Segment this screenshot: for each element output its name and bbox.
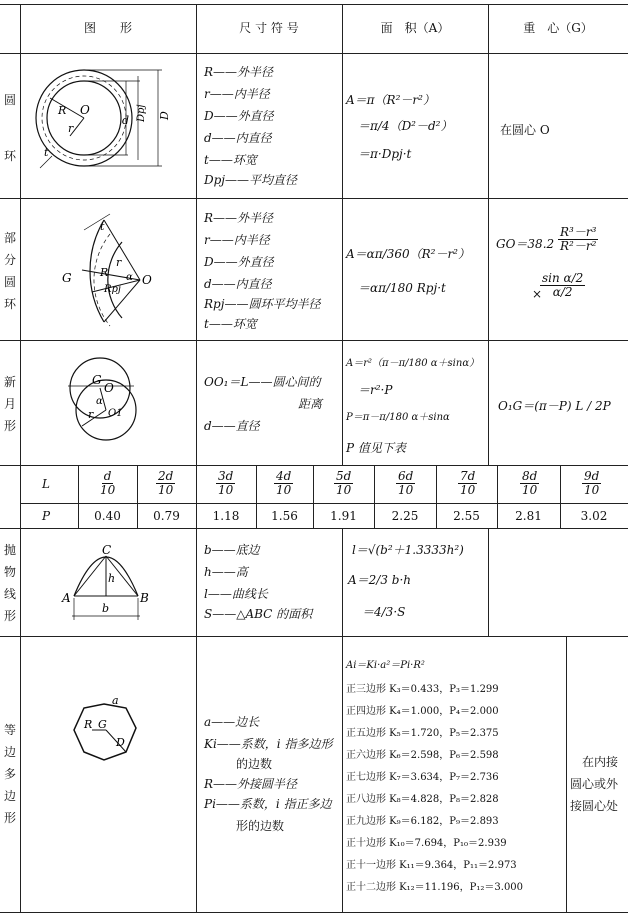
L-num: 2d xyxy=(158,469,174,483)
symbol-line: d——内直径 xyxy=(204,131,272,145)
label-alpha: α xyxy=(96,396,103,407)
area-line: A＝π（R²－r²） xyxy=(346,93,435,107)
area-line: Ai＝Ki·a²＝Pi·R² xyxy=(346,660,425,671)
label-D: D xyxy=(158,111,171,120)
symbol-line: Rpj——圆环平均半径 xyxy=(204,297,321,311)
label-C: C xyxy=(102,543,112,557)
row-name-char: 多 xyxy=(4,767,17,781)
area-line: 正十一边形 K₁₁＝9.364，P₁₁＝2.973 xyxy=(346,860,517,871)
col-sym-divider-a xyxy=(342,4,343,465)
L-num: 8d xyxy=(522,469,538,483)
area-line: ＝απ/180 Rpj·t xyxy=(358,281,446,295)
label-G: G xyxy=(98,718,107,731)
fraction-numerator: R³－r³ xyxy=(560,225,597,239)
row-name-char: 边 xyxy=(4,789,17,803)
label-A: A xyxy=(62,591,71,605)
L-value xyxy=(216,470,235,497)
label-r: r xyxy=(88,408,94,421)
L-value xyxy=(396,470,415,497)
symbol-line: R——外半径 xyxy=(204,65,274,79)
rule-bottom xyxy=(0,912,628,913)
rule-ring xyxy=(0,198,628,199)
P-value: 2.55 xyxy=(453,509,480,523)
centroid-text: 在圆心 O xyxy=(500,123,550,137)
centroid-prefix: GO＝38.2 xyxy=(496,237,555,251)
fraction-numerator: sin α/2 xyxy=(542,271,584,285)
L-den: 10 xyxy=(158,483,174,498)
centroid-line: 接圆心处 xyxy=(570,799,619,813)
centroid-fraction xyxy=(540,272,585,299)
area-line: 正十二边形 K₁₂＝11.196，P₁₂＝3.000 xyxy=(346,882,524,893)
L-den: 10 xyxy=(218,483,234,498)
col-fig-divider-a xyxy=(196,4,197,465)
header-symbols: 尺 寸 符 号 xyxy=(239,21,299,35)
label-t: t xyxy=(100,220,105,233)
label-d: d xyxy=(122,114,130,127)
symbol-line: S——△ABC 的面积 xyxy=(204,607,313,621)
label-r: r xyxy=(116,256,122,269)
L-value xyxy=(520,470,539,497)
L-num: 9d xyxy=(584,469,600,483)
row-name-char: 新 xyxy=(4,375,17,389)
P-value: 1.91 xyxy=(330,509,357,523)
header-centroid: 重 心（G） xyxy=(523,21,593,35)
L-den: 10 xyxy=(398,483,414,498)
centroid-line: 在内接 xyxy=(582,755,619,769)
label-O: O xyxy=(80,103,90,117)
row-name-char: 分 xyxy=(4,253,17,267)
label-G: G xyxy=(92,373,102,387)
area-line: 正六边形 K₆＝2.598，P₆＝2.598 xyxy=(346,750,499,761)
centroid-text: O₁G＝(π－P) L / 2P xyxy=(498,399,611,413)
polygon-figure xyxy=(22,690,194,780)
L-value xyxy=(156,470,175,497)
ptable-L-label: L xyxy=(42,477,50,491)
row-name-char: 圆 xyxy=(4,93,17,107)
symbol-line: a——边长 xyxy=(204,715,260,729)
symbol-line: b——底边 xyxy=(204,543,260,557)
label-D: D xyxy=(116,736,125,749)
area-line: ＝r²·P xyxy=(358,383,393,397)
header-area: 面 积（A） xyxy=(380,21,450,35)
col-name-divider xyxy=(20,4,21,912)
area-line: P 值见下表 xyxy=(346,441,406,455)
P-value: 2.25 xyxy=(391,509,419,523)
row-name-char: 环 xyxy=(4,297,17,311)
symbol-line: t——环宽 xyxy=(204,153,257,167)
label-r: r xyxy=(68,122,74,135)
L-den: 10 xyxy=(460,483,476,498)
row-name-char: 部 xyxy=(4,231,17,245)
L-num: 7d xyxy=(460,469,476,483)
col-area-divider-b xyxy=(488,528,489,636)
row-name-char: 边 xyxy=(4,745,17,759)
centroid-line: 圆心或外 xyxy=(570,777,619,791)
area-line: 正七边形 K₇＝3.634，P₇＝2.736 xyxy=(346,772,499,783)
rule-crescent xyxy=(0,465,628,466)
header-figure: 图 形 xyxy=(83,21,132,35)
L-num: 6d xyxy=(398,469,414,483)
symbol-line: Ki——系数，i 指多边形 xyxy=(204,737,333,751)
area-line: A＝2/3 b·h xyxy=(348,573,412,587)
P-value: 0.79 xyxy=(153,509,180,523)
symbol-line: t——环宽 xyxy=(204,317,257,331)
symbol-line: 距离 xyxy=(298,397,323,411)
area-line: 正八边形 K₈＝4.828，P₈＝2.828 xyxy=(346,794,499,805)
L-den: 10 xyxy=(584,483,600,498)
label-G: G xyxy=(62,271,72,285)
L-den: 10 xyxy=(100,483,116,498)
row-name-char: 形 xyxy=(4,419,17,433)
label-b: b xyxy=(102,602,110,615)
label-t: t xyxy=(44,146,49,159)
label-R: R xyxy=(100,266,109,279)
row-name-char: 圆 xyxy=(4,275,17,289)
symbol-line: Pi——系数，i 指正多边 xyxy=(204,797,332,811)
row-name-char: 环 xyxy=(4,149,17,163)
ptable-P-label: P xyxy=(42,509,51,523)
area-line: ＝4/3·S xyxy=(362,605,406,619)
rule-top xyxy=(0,4,628,5)
col-fig-divider-b xyxy=(196,528,197,912)
area-line: 正四边形 K₄＝1.000，P₄＝2.000 xyxy=(346,706,499,717)
centroid-times: × xyxy=(532,287,543,301)
symbol-line: Dpj——平均直径 xyxy=(204,173,298,187)
ring-figure xyxy=(22,56,194,196)
symbol-line: d——内直径 xyxy=(204,277,272,291)
row-name-char: 等 xyxy=(4,723,17,737)
area-line: ＝π/4（D²－d²） xyxy=(358,119,453,133)
sector-figure xyxy=(22,200,194,338)
L-value xyxy=(458,470,477,497)
row-name-char: 形 xyxy=(4,609,17,623)
rule-sector xyxy=(0,340,628,341)
area-line: A＝r²（π－π/180 α＋sinα） xyxy=(346,358,480,369)
fraction-denominator: R²－r² xyxy=(560,239,597,254)
col-sym-divider-b xyxy=(342,528,343,912)
rule-ptable xyxy=(0,528,628,529)
P-value: 3.02 xyxy=(580,509,608,523)
P-value: 0.40 xyxy=(94,509,121,523)
L-den: 10 xyxy=(336,483,352,498)
symbol-line: R——外半径 xyxy=(204,211,274,225)
label-O: O xyxy=(104,381,114,395)
P-value: 1.56 xyxy=(271,509,298,523)
rule-header xyxy=(0,53,628,54)
crescent-figure xyxy=(22,344,194,462)
label-a: a xyxy=(112,694,119,707)
parabola-figure xyxy=(22,532,194,634)
area-line: 正三边形 K₃＝0.433，P₃＝1.299 xyxy=(346,684,499,695)
symbol-line: R——外接圆半径 xyxy=(204,777,298,791)
area-line: 正十边形 K₁₀＝7.694，P₁₀＝2.939 xyxy=(346,838,507,849)
symbol-line: d——直径 xyxy=(204,419,260,433)
row-name-char: 物 xyxy=(4,565,17,579)
rule-ptable-mid xyxy=(20,503,628,504)
symbol-line: 形的边数 xyxy=(236,819,285,833)
symbol-line: h——高 xyxy=(204,565,248,579)
area-line: ＝π·Dpj·t xyxy=(358,147,412,161)
row-name-char: 线 xyxy=(4,587,17,601)
label-O1: O1 xyxy=(108,408,123,419)
label-B: B xyxy=(140,591,149,605)
L-num: d xyxy=(103,469,112,483)
col-area-divider-c xyxy=(566,636,567,912)
label-alpha: α xyxy=(126,272,133,283)
row-name-char: 月 xyxy=(4,397,17,411)
L-value xyxy=(582,470,601,497)
rule-parabola xyxy=(0,636,628,637)
label-Dpj: Dpj xyxy=(136,104,147,122)
L-value xyxy=(274,470,293,497)
L-num: 4d xyxy=(276,469,292,483)
L-num: 3d xyxy=(218,469,234,483)
symbol-line: D——外直径 xyxy=(204,255,274,269)
symbol-line: D——外直径 xyxy=(204,109,274,123)
label-O: O xyxy=(142,273,152,287)
L-value xyxy=(100,470,115,497)
P-value: 1.18 xyxy=(212,509,240,523)
symbol-line: l——曲线长 xyxy=(204,587,268,601)
symbol-line: r——内半径 xyxy=(204,233,270,247)
L-num: 5d xyxy=(336,469,352,483)
symbol-line: 的边数 xyxy=(236,757,273,771)
P-value: 2.81 xyxy=(515,509,542,523)
row-name-char: 抛 xyxy=(4,543,17,557)
area-line: P＝π－π/180 α＋sinα xyxy=(346,412,450,423)
L-den: 10 xyxy=(276,483,292,498)
area-line: 正九边形 K₉＝6.182，P₉＝2.893 xyxy=(346,816,499,827)
symbol-line: OO₁＝L——圆心间的 xyxy=(204,375,321,389)
L-den: 10 xyxy=(522,483,538,498)
area-line: l＝√(b²＋1.3333h²) xyxy=(352,543,464,557)
area-line: A＝απ/360（R²－r²） xyxy=(346,247,470,261)
label-R: R xyxy=(58,104,67,117)
label-h: h xyxy=(108,572,116,585)
label-R: R xyxy=(84,718,93,731)
L-value xyxy=(334,470,353,497)
symbol-line: r——内半径 xyxy=(204,87,270,101)
row-name-char: 形 xyxy=(4,811,17,825)
col-area-divider-a xyxy=(488,4,489,465)
fraction-denominator: α/2 xyxy=(552,285,573,300)
label-Rpj: Rpj xyxy=(104,284,122,295)
area-line: 正五边形 K₅＝1.720，P₅＝2.375 xyxy=(346,728,499,739)
centroid-fraction xyxy=(558,226,598,253)
